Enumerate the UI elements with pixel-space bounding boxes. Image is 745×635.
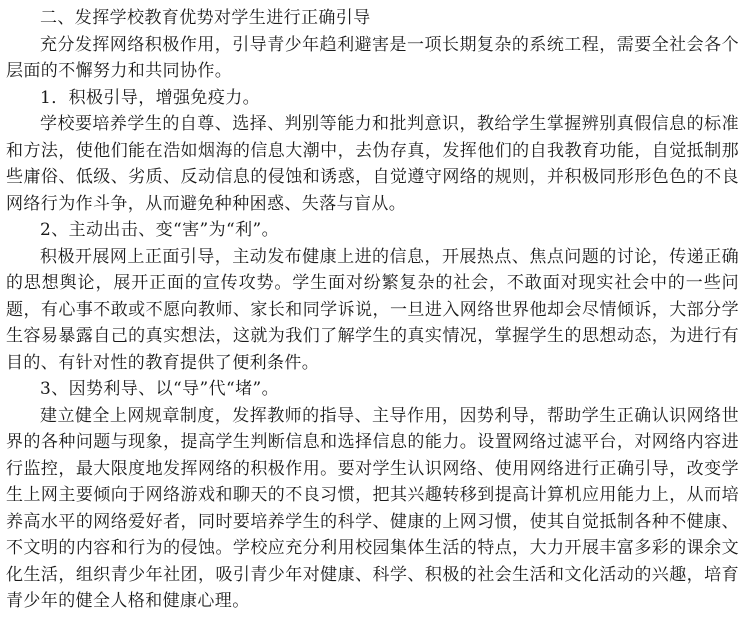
subsection-heading-3: 3、因势利导、以“导”代“堵”。 xyxy=(40,379,279,399)
section-heading: 二、发挥学校教育优势对学生进行正确引导 xyxy=(40,8,371,28)
subsection-body-1: 学校要培养学生的自尊、选择、判别等能力和批判意识，教给学生掌握辨别真假信息的标准和方法，使他们能在浩如烟海的信息大潮中，去伪存真，发挥他们的自我教育功能，自觉抵制那些庸俗、低级、劣质、反动信息的侵蚀和诱惑，自觉遵守网络的规则，并积极同形形色色的不良网络行为作斗争，从而避免种种困惑、失落与盲从。 xyxy=(6,114,739,214)
subsection-heading-2: 2、主动出击、变“害”为“利”。 xyxy=(40,220,279,240)
subsection-body-3: 建立健全上网规章制度，发挥教师的指导、主导作用，因势利导，帮助学生正确认识网络世界的各种问题与现象，提高学生判断信息和选择信息的能力。设置网络过滤平台，对网络内容进行监控，最大限度地发挥网络的积极作用。要对学生认识网络、使用网络进行正确引导，改变学生上网主要倾向于网络游戏和聊天的不良习惯，把其兴趣转移到提高计算机应用能力上，从而培养高水平的网络爱好者，同时要培养学生的科学、健康的上网习惯，使其自觉抵制各种不健康、不文明的内容和行为的侵蚀。学校应充分利用校园集体生活的特点，大力开展丰富多彩的课余文化生活，组织青少年社团，吸引青少年对健康、科学、积极的社会生活和文化活动的兴趣，培育青少年的健全人格和健康心理。 xyxy=(6,405,739,611)
intro-paragraph: 充分发挥网络积极作用，引导青少年趋利避害是一项长期复杂的系统工程，需要全社会各个层面的不懈努力和共同协作。 xyxy=(6,34,739,81)
subsection-body-2: 积极开展网上正面引导，主动发布健康上进的信息，开展热点、焦点问题的讨论，传递正确的思想舆论，展开正面的宣传攻势。学生面对纷繁复杂的社会，不敢面对现实社会中的一些问题，有心事不敢或不愿向教师、家长和同学诉说，一旦进入网络世界他却会尽情倾诉，大部分学生容易暴露自己的真实想法，这就为我们了解学生的真实情况，掌握学生的思想动态，为进行有目的、有针对性的教育提供了便利条件。 xyxy=(6,246,739,373)
subsection-heading-1: 1．积极引导，增强免疫力。 xyxy=(40,87,261,108)
